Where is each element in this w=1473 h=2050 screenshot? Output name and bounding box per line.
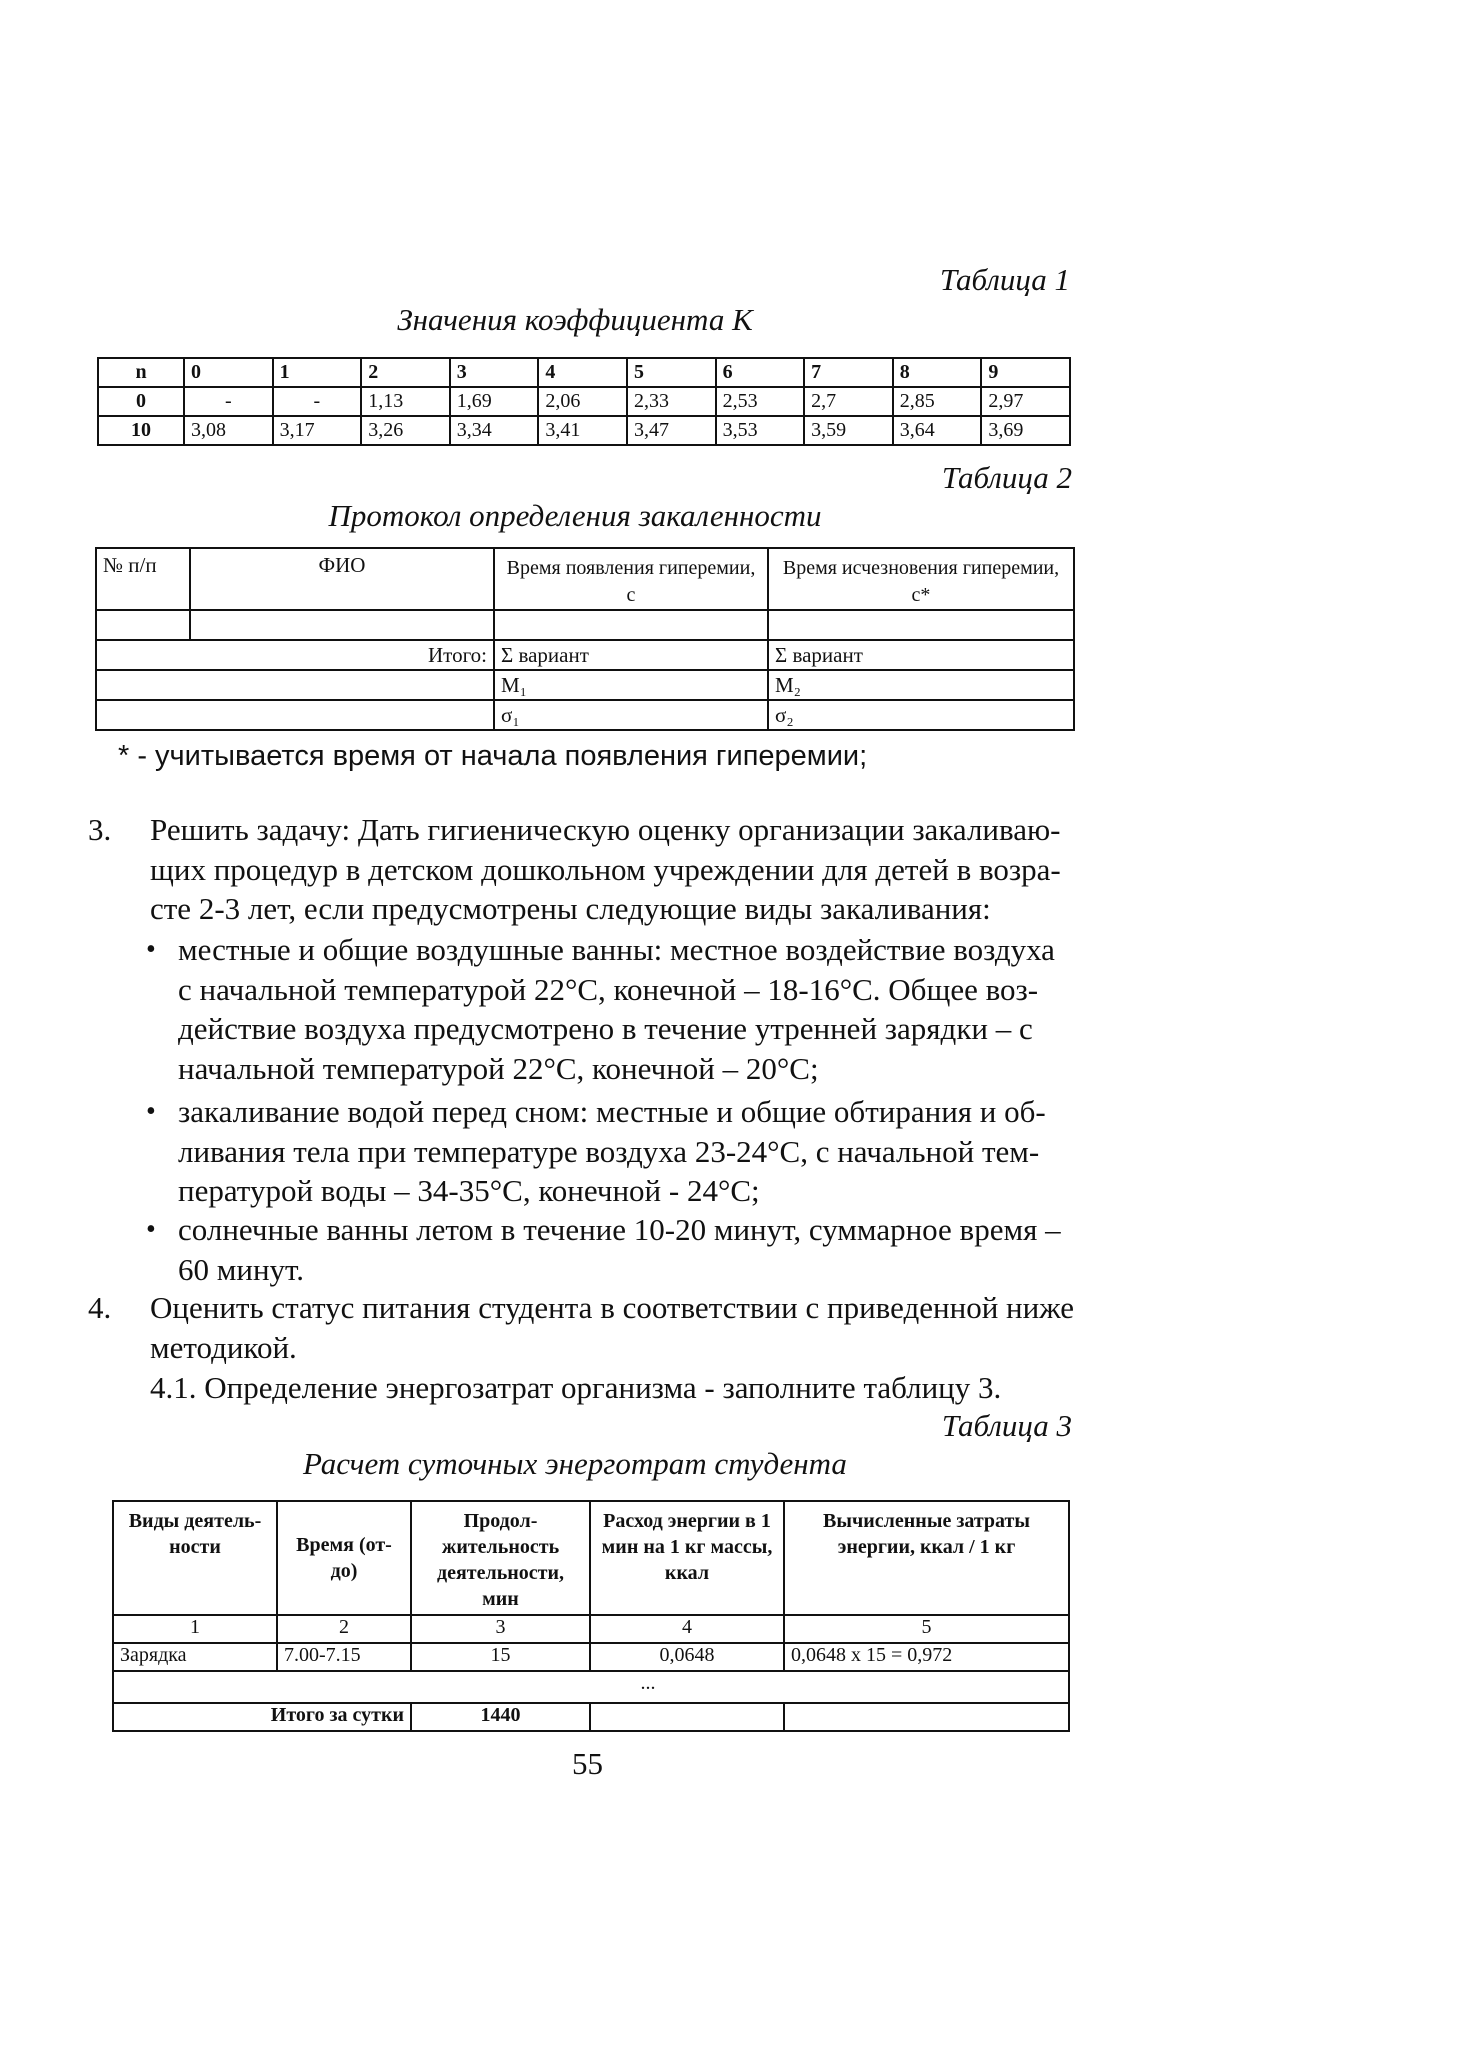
table-cell: 5 [784,1615,1069,1643]
table-row [96,670,1074,700]
table-cell [784,1703,1069,1731]
task3-text [150,810,1080,929]
table-row [98,387,1070,416]
table2-title: Протокол определения закаленности [328,498,822,533]
task4-text [150,1288,1080,1367]
table-cell [590,1703,784,1731]
text-line: ливания тела при температуре воздуха 23-24°С, с начальной тем- [178,1133,1040,1169]
table-cell: 8 [893,358,982,387]
table3-caption: Таблица 3 [941,1408,1072,1443]
table-cell: Продол- жительность деятельности, мин [411,1501,590,1615]
table-cell: 2,97 [981,387,1070,416]
table-cell: 1 [113,1615,277,1643]
table-cell: 0 [184,358,273,387]
text-line: щих процедур в детском дошкольном учреждении для детей в возра- [150,851,1061,887]
bullet-icon: • [146,1096,156,1127]
text-line: местные и общие воздушные ванны: местное воздействие воздуха [178,932,1055,967]
table-cell: № п/п [96,548,190,610]
table-cell: n [98,358,184,387]
table-cell: 0 [98,387,184,416]
table-cell: 6 [716,358,805,387]
table-cell: 0,0648 х 15 = 0,972 [784,1643,1069,1671]
table-cell: 3,17 [273,416,362,445]
table-cell [190,610,494,640]
table-cell: 3,53 [716,416,805,445]
table-cell: 2,06 [538,387,627,416]
table-cell: 3 [411,1615,590,1643]
table-cell: 0,0648 [590,1643,784,1671]
table-cell: 4 [538,358,627,387]
text-line: начальной температурой 22°С, конечной – 20°С; [178,1050,819,1086]
table-cell: 3,41 [538,416,627,445]
table-cell: Зарядка [113,1643,277,1671]
table1-header-row [98,358,1070,387]
total-value: 1440 [411,1703,590,1731]
bullet-item [178,1092,1078,1211]
table2-caption: Таблица 2 [941,460,1072,495]
bullet-item [178,930,1078,1088]
ellipsis-row: ... [113,1671,1069,1703]
page-number: 55 [572,1746,603,1781]
total-label: Итого за сутки [113,1703,411,1731]
table-cell: 9 [981,358,1070,387]
table-cell: 3,59 [804,416,893,445]
text-line: пературой воды – 34-35°С, конечной - 24°С; [178,1173,760,1208]
table-cell: Σ вариант [494,640,768,670]
table-cell: M₂ [768,670,1074,700]
table3-title: Расчет суточных энерготрат студента [303,1446,847,1481]
table-cell: 4 [590,1615,784,1643]
bullet-item [178,1210,1078,1289]
text-line: 60 минут. [178,1251,305,1287]
table-cell [96,610,190,640]
table-cell: Вычисленные затраты энергии, ккал / 1 кг [784,1501,1069,1615]
task3-number: 3. [88,812,112,847]
table1-caption: Таблица 1 [939,262,1070,297]
table-row [98,416,1070,445]
task4-subitem: 4.1. Определение энергозатрат организма - заполните таблицу 3. [150,1370,1002,1405]
text-line: методикой. [150,1329,297,1365]
table-cell [96,700,494,730]
table3-header-row [113,1501,1069,1615]
text-line: с начальной температурой 22°С, конечной – 18-16°С. Общее воз- [178,971,1039,1007]
table-cell: Время исчезновения гиперемии, с* [768,548,1074,610]
table-cell: 15 [411,1643,590,1671]
table-cell: σ₁ [494,700,768,730]
table-cell: Расход энергии в 1 мин на 1 кг массы, ккал [590,1501,784,1615]
bullet-icon: • [146,1214,156,1245]
table2 [95,547,1075,731]
table-cell: 3,64 [893,416,982,445]
text-line: Оценить статус питания студента в соответствии с приведенной ниже [150,1290,1074,1325]
table-cell: 10 [98,416,184,445]
table-row [96,640,1074,670]
table3-number-row [113,1615,1069,1643]
text-line: действие воздуха предусмотрено в течение утренней зарядки – с [178,1011,1033,1046]
table-cell: 1 [273,358,362,387]
table-cell: 3,34 [450,416,539,445]
table-cell: 2 [277,1615,411,1643]
table-row [113,1671,1069,1703]
table-row [96,700,1074,730]
table-row [113,1643,1069,1671]
table-cell: ФИО [190,548,494,610]
text-line: Решить задачу: Дать гигиеническую оценку организации закаливаю- [150,812,1061,847]
table-cell: 2,7 [804,387,893,416]
task4-number: 4. [88,1290,112,1325]
table-cell: M₁ [494,670,768,700]
table-cell: σ₂ [768,700,1074,730]
text-line: солнечные ванны летом в течение 10-20 минут, суммарное время – [178,1212,1061,1247]
table-row [113,1703,1069,1731]
table-cell: 2,85 [893,387,982,416]
text-line: закаливание водой перед сном: местные и общие обтирания и об- [178,1094,1046,1129]
table-row [96,610,1074,640]
table2-header-row [96,548,1074,610]
table-cell: 5 [627,358,716,387]
table-cell: Время появления гиперемии, с [494,548,768,610]
table-cell: - [184,387,273,416]
table3 [112,1500,1070,1732]
table-cell: 3,26 [361,416,450,445]
table-cell [96,670,494,700]
bullet-icon: • [146,934,156,965]
total-label: Итого: [96,640,494,670]
table-cell: 7 [804,358,893,387]
table-cell: 2,33 [627,387,716,416]
table-cell: Виды деятель- ности [113,1501,277,1615]
table-cell [494,610,768,640]
table-cell: 1,13 [361,387,450,416]
table-cell: 1,69 [450,387,539,416]
table-cell: 2,53 [716,387,805,416]
table-cell: 3,47 [627,416,716,445]
table-cell: 7.00-7.15 [277,1643,411,1671]
table1 [97,357,1071,446]
table-cell: Время (от-до) [277,1501,411,1615]
table-cell: 2 [361,358,450,387]
table1-title: Значения коэффициента К [397,302,753,337]
table-cell: 3 [450,358,539,387]
table-cell: - [273,387,362,416]
table-cell: Σ вариант [768,640,1074,670]
table-cell: 3,08 [184,416,273,445]
footnote: * - учитывается время от начала появления гиперемии; [118,740,868,772]
table-cell: 3,69 [981,416,1070,445]
text-line: сте 2-3 лет, если предусмотрены следующие виды закаливания: [150,891,991,926]
table-cell [768,610,1074,640]
